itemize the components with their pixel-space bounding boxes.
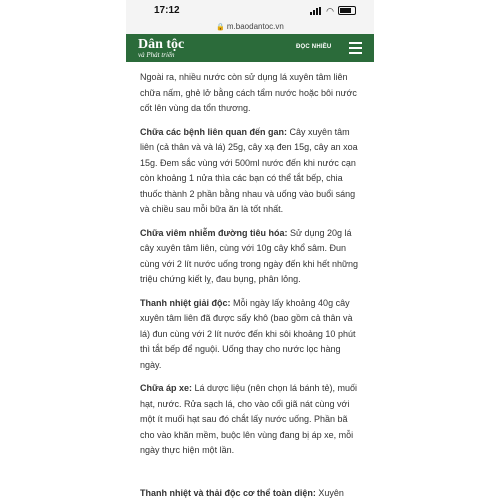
- section-title: Thanh nhiệt và thải độc cơ thể toàn diện:: [140, 488, 316, 498]
- hamburger-menu-icon[interactable]: [349, 42, 362, 54]
- most-read-link[interactable]: ĐỌC NHIỀU: [296, 44, 332, 50]
- section-body: Cây xuyên tâm liên (cả thân và và lá) 25g, cây xạ đen 15g, cây an xoa 15g. Đem sắc vùng với 500ml nước đến khi nước cạn còn khoảng 1 nửa thìa các bạn có thể tắt bếp, chia thuốc thành 2 phần bằng nhau và uống vào buổi sáng và chiều sau mỗi bữa ăn là tốt nhất.: [140, 126, 358, 214]
- article-paragraph: [140, 125, 364, 218]
- signal-icon: [310, 7, 322, 15]
- section-title: Chữa các bệnh liên quan đến gan:: [140, 126, 288, 137]
- article-paragraph: Ngoài ra, nhiều nước còn sử dụng lá xuyên tâm liên chữa nấm, ghẻ lở bằng cách tẩm nước hoặc bôi nước cốt lên vùng da tổn thương.: [140, 72, 357, 113]
- site-header: [126, 34, 374, 62]
- logo-main: Dân tộc: [138, 37, 185, 52]
- site-logo[interactable]: [138, 38, 184, 59]
- status-icons: [310, 6, 356, 15]
- lock-icon: 🔒: [216, 24, 225, 31]
- article-paragraph: [140, 226, 364, 288]
- article-body: [140, 70, 364, 467]
- section-title: Thanh nhiệt giải độc:: [140, 297, 231, 308]
- article-paragraph: [140, 296, 364, 374]
- address-bar[interactable]: [126, 20, 374, 34]
- section-body: Mỗi ngày lấy khoảng 40g cây xuyên tâm liên đã được sấy khô (bao gồm cả thân và lá) đun cùng với 2 lít nước đến khi sôi khoảng 10 phút thì tắt bếp để nguội. Uống thay cho nước lọc hàng ngày.: [140, 297, 356, 370]
- phone-screen: [126, 0, 374, 499]
- logo-sub: và Phát triển: [138, 51, 175, 59]
- section-body: Sử dụng 20g lá cây xuyên tâm liên, cùng với 10g cây khổ sâm. Đun cùng với 2 lít nước uống trong ngày đến khi hết những triệu chứng kiết lỵ, đau bụng, phân lỏng.: [140, 227, 358, 284]
- section-body: Lá dược liệu (nên chọn lá bánh tẻ), muối hạt, nước. Rửa sạch lá, cho vào cối giã nát cùng với một ít muối hạt sau đó chắt lấy nước uống. Phần bã cho vào khăn mềm, buộc lên vùng đang bị áp xe, mỗi ngày thực hiện một lần.: [140, 383, 358, 455]
- status-time: 17:12: [154, 5, 180, 16]
- section-body: Xuyên: [315, 488, 344, 498]
- article-paragraph-cut: [140, 486, 364, 499]
- article-paragraph: [140, 381, 364, 459]
- section-title: Chữa viêm nhiễm đường tiêu hóa:: [140, 227, 288, 238]
- url-text: m.baodantoc.vn: [226, 22, 284, 31]
- status-bar: [126, 0, 374, 20]
- section-title: Chữa áp xe:: [140, 383, 193, 393]
- battery-icon: [338, 6, 356, 15]
- wifi-icon: ◠: [326, 5, 334, 16]
